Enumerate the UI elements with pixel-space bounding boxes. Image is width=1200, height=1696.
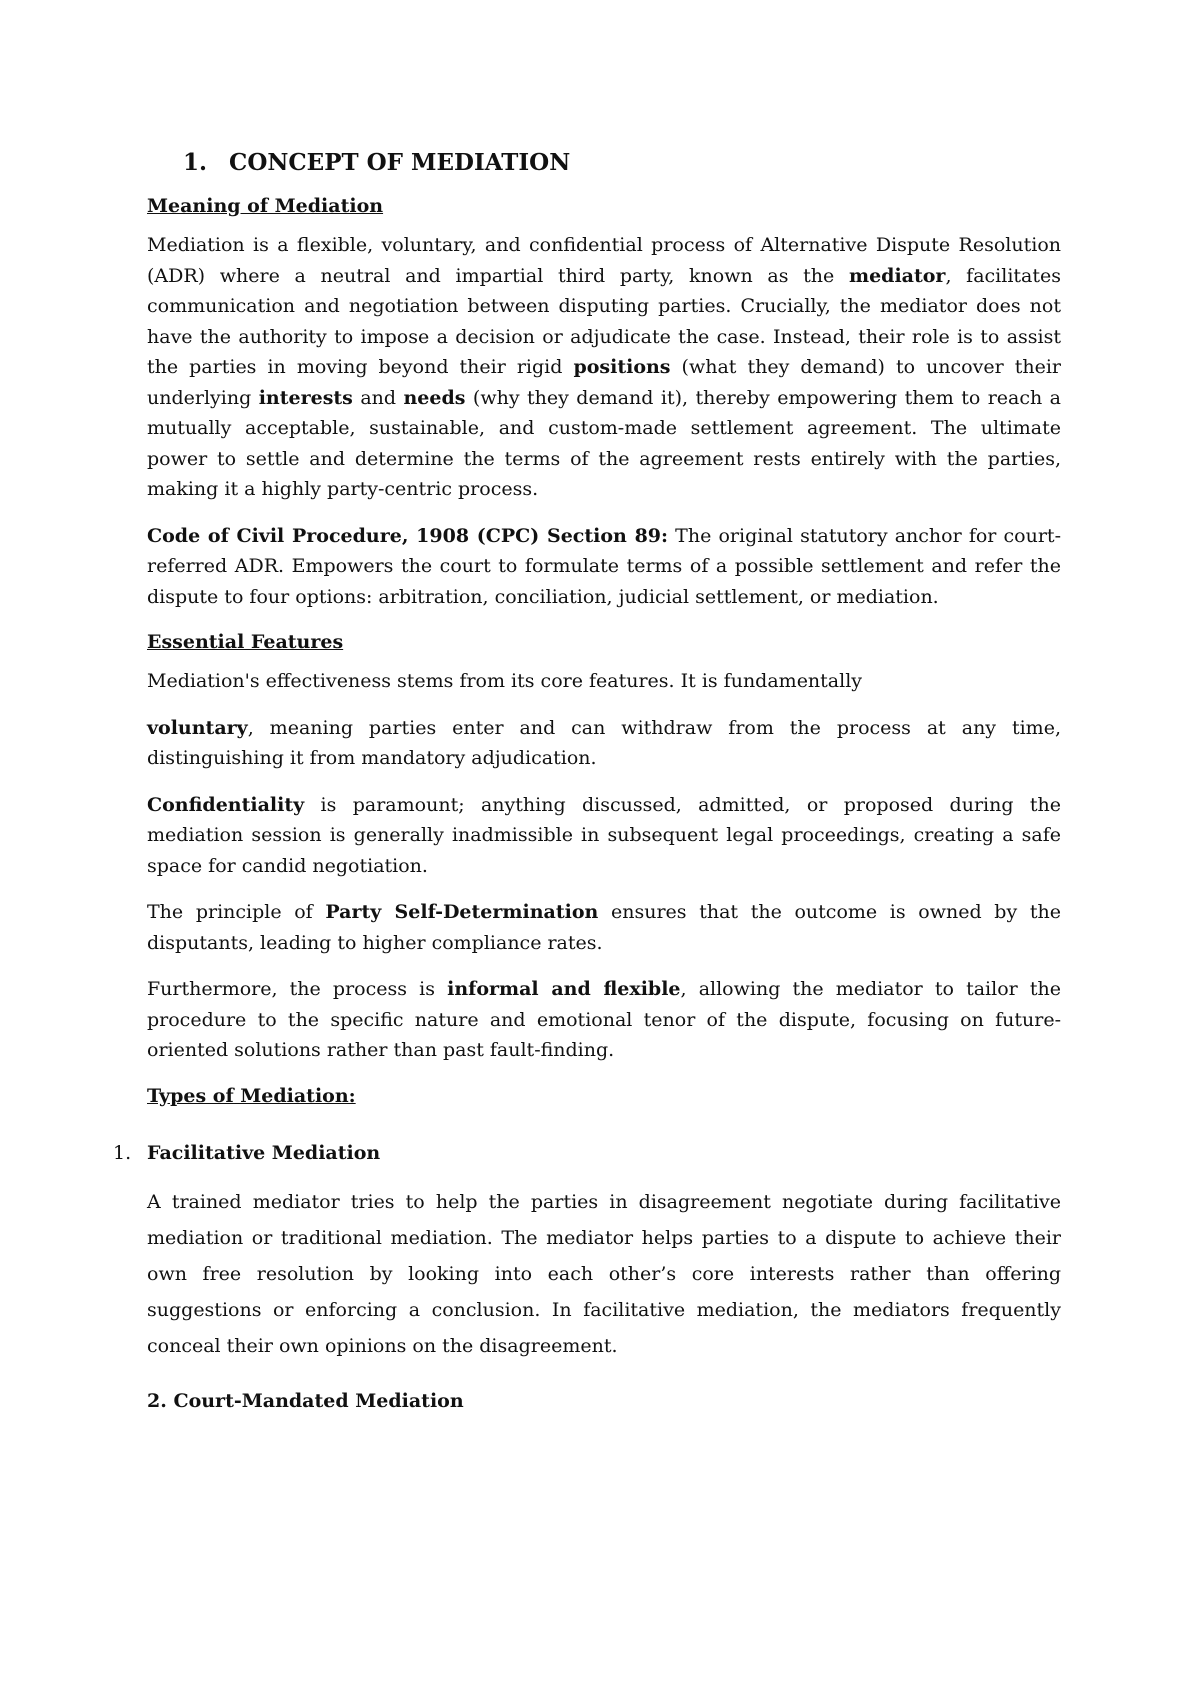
type-item-title: 2. Court-Mandated Mediation (147, 1389, 464, 1412)
text-run: (what they demand) to uncover their underlying (147, 356, 1061, 409)
text-run: The principle of (147, 901, 326, 923)
feature-informal-flexible (147, 974, 1061, 1066)
section-number: 1. (183, 149, 208, 176)
facilitative-paragraph: A trained mediator tries to help the parties in disagreement negotiate during facilitative mediation or traditional mediation. The mediator helps parties to a dispute to achieve their own free resolution by looking into each other’s core interests rather than offering suggestions or enforcing a conclusion. In facilitative mediation, the mediators frequently conceal their own opinions on the disagreement. (147, 1190, 1061, 1357)
text-run: , allowing the mediator to tailor the procedure to the specific nature and emotional tenor of the dispute, focusing on future-oriented solutions rather than past fault-finding. (147, 978, 1061, 1061)
text-run: is paramount; anything discussed, admitted, or proposed during the mediation session is generally inadmissible in subsequent legal proceedings, creating a safe space for candid negotiation. (147, 793, 1061, 877)
feature-voluntary (147, 713, 1061, 774)
document-content (113, 148, 1062, 1432)
section-title: CONCEPT OF MEDIATION (229, 149, 571, 176)
bold-term-needs: needs (403, 386, 466, 409)
type-item-court-mandated (147, 1386, 1061, 1416)
text-run: ensures that the outcome is owned by the disputants, leading to higher compliance rates. (147, 901, 1061, 954)
bold-term-interests: interests (258, 386, 353, 409)
text-run: Furthermore, the process is (147, 978, 448, 1000)
type-item-title: Facilitative Mediation (147, 1141, 381, 1164)
text-run: , meaning parties enter and can withdraw from the process at any time, distinguishing it from mandatory adjudication. (147, 716, 1061, 769)
text-run: and (352, 386, 404, 409)
type-item-facilitative (113, 1138, 1061, 1168)
bold-term-confidentiality: Confidentiality (147, 793, 305, 816)
meaning-paragraph (147, 230, 1061, 505)
type-item-number: 1. (113, 1141, 132, 1164)
cpc-paragraph (147, 521, 1061, 613)
cpc-citation: Code of Civil Procedure, 1908 (CPC) Section 89: (147, 524, 669, 547)
bold-term-informal-flexible: informal and flexible (447, 978, 681, 1000)
text-run: The original statutory anchor for court-referred ADR. Empowers the court to formulate terms of a possible settlement and refer the dispute to four options: arbitration, conciliation, judicial settlement, or mediation. (147, 524, 1061, 608)
feature-self-determination (147, 897, 1061, 958)
bold-term-voluntary: voluntary (147, 716, 248, 739)
section-heading (183, 148, 1061, 178)
text-run: (why they demand it), thereby empowering them to reach a mutually acceptable, sustainable, and custom-made settlement agreement. The ultimate power to settle and determine the terms of the agreement rests entirely with the parties, making it a highly party-centric process. (147, 386, 1062, 500)
bold-term-positions: positions (573, 356, 671, 378)
feature-confidentiality (147, 790, 1061, 882)
bold-term-self-determination: Party Self-Determination (325, 901, 599, 923)
features-intro: Mediation's effectiveness stems from its core features. It is fundamentally (147, 670, 863, 692)
types-subheading: Types of Mediation: (147, 1084, 356, 1107)
meaning-subheading: Meaning of Mediation (147, 195, 384, 217)
bold-term-mediator: mediator (848, 264, 946, 287)
text-run: Mediation is a flexible, voluntary, and confidential process of Alternative Dispute Resolution (ADR) where a neutral and impartial third party, known as the (147, 234, 1061, 287)
text-run: , facilitates communication and negotiation between disputing parties. Crucially, the mediator does not have the authority to impose a decision or adjudicate the case. Instead, their role is to assist the parties in moving beyond their rigid (147, 264, 1061, 378)
features-subheading: Essential Features (147, 631, 344, 653)
